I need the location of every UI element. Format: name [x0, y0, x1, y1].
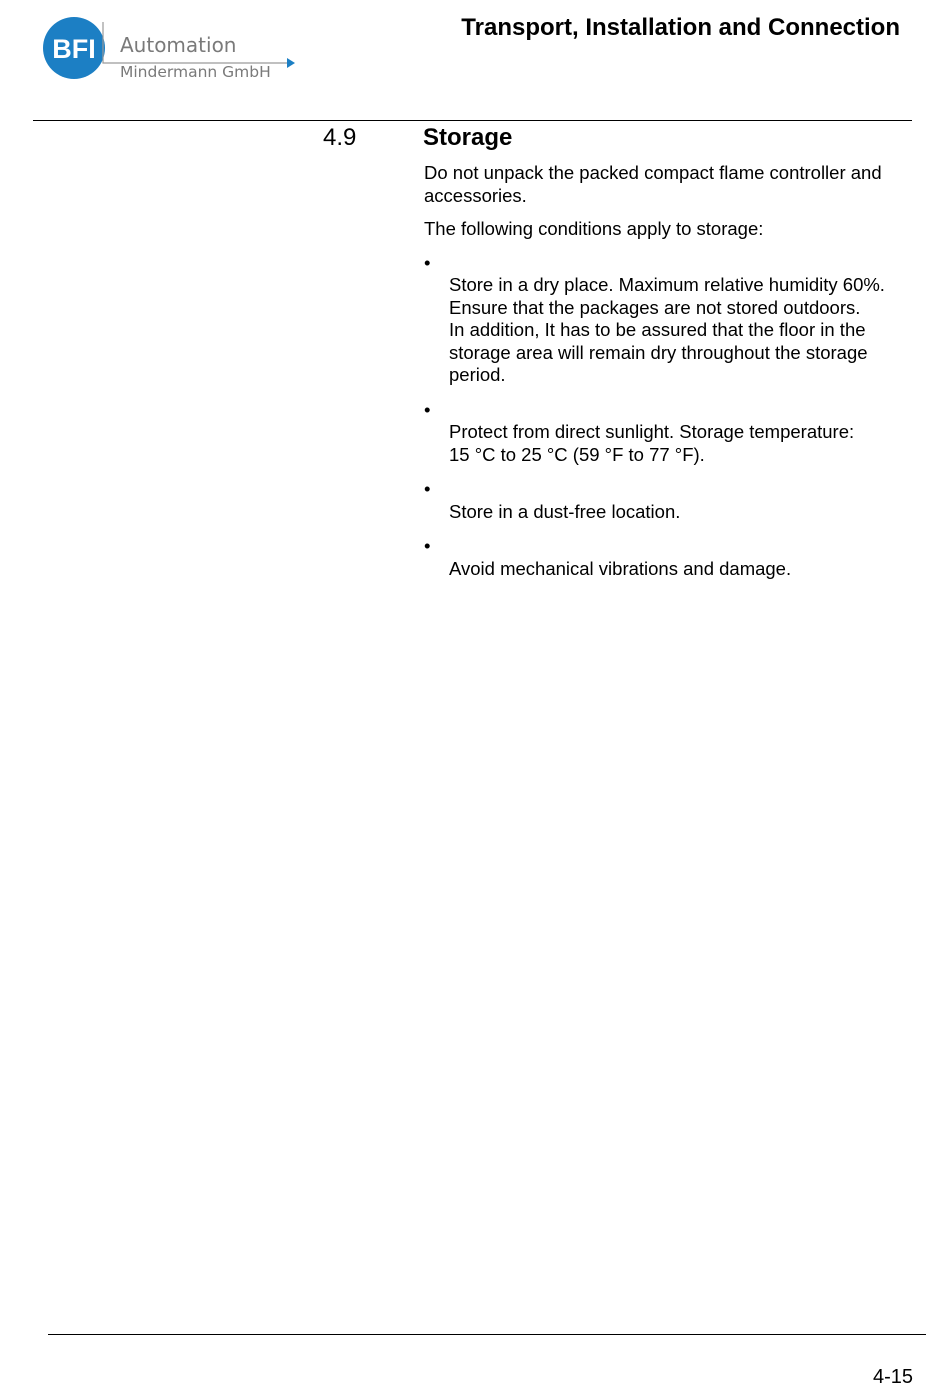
bullet-icon: • [424, 251, 431, 273]
header-divider [33, 120, 912, 121]
section-title: Storage [423, 124, 513, 151]
conditions-lead: The following conditions apply to storage: [424, 218, 764, 239]
page-header-title: Transport, Installation and Connection [461, 14, 900, 41]
list-item-text: Store in a dry place. Maximum relative humidity 60%. Ensure that the packages are not stored outdoors. In addition, It has to be assured that the floor in the storage area will remain dry throughout the storage period. [449, 274, 885, 385]
company-logo [43, 15, 298, 85]
logo-line1: Automation [120, 33, 237, 57]
list-item [424, 252, 914, 387]
storage-conditions-list [424, 252, 914, 581]
intro-paragraph: Do not unpack the packed compact flame controller and accessories. [424, 162, 882, 206]
bullet-icon: • [424, 478, 431, 499]
list-item [424, 535, 914, 580]
logo-mark: BFI [52, 34, 96, 64]
bullet-icon: • [424, 535, 431, 556]
section-body [424, 162, 914, 592]
list-item-text: Avoid mechanical vibrations and damage. [449, 557, 792, 579]
logo-line2: Mindermann GmbH [120, 63, 271, 81]
section-number: 4.9 [323, 124, 357, 151]
list-item [424, 478, 914, 523]
page-number: 4-15 [872, 1366, 913, 1388]
list-item [424, 399, 914, 467]
list-item-text: Protect from direct sunlight. Storage temperature: 15 °C to 25 °C (59 °F to 77 °F). [449, 421, 855, 465]
footer-divider [48, 1334, 926, 1335]
list-item-text: Store in a dust-free location. [449, 500, 681, 522]
logo-arrow-icon [287, 58, 295, 68]
bullet-icon: • [424, 398, 431, 420]
